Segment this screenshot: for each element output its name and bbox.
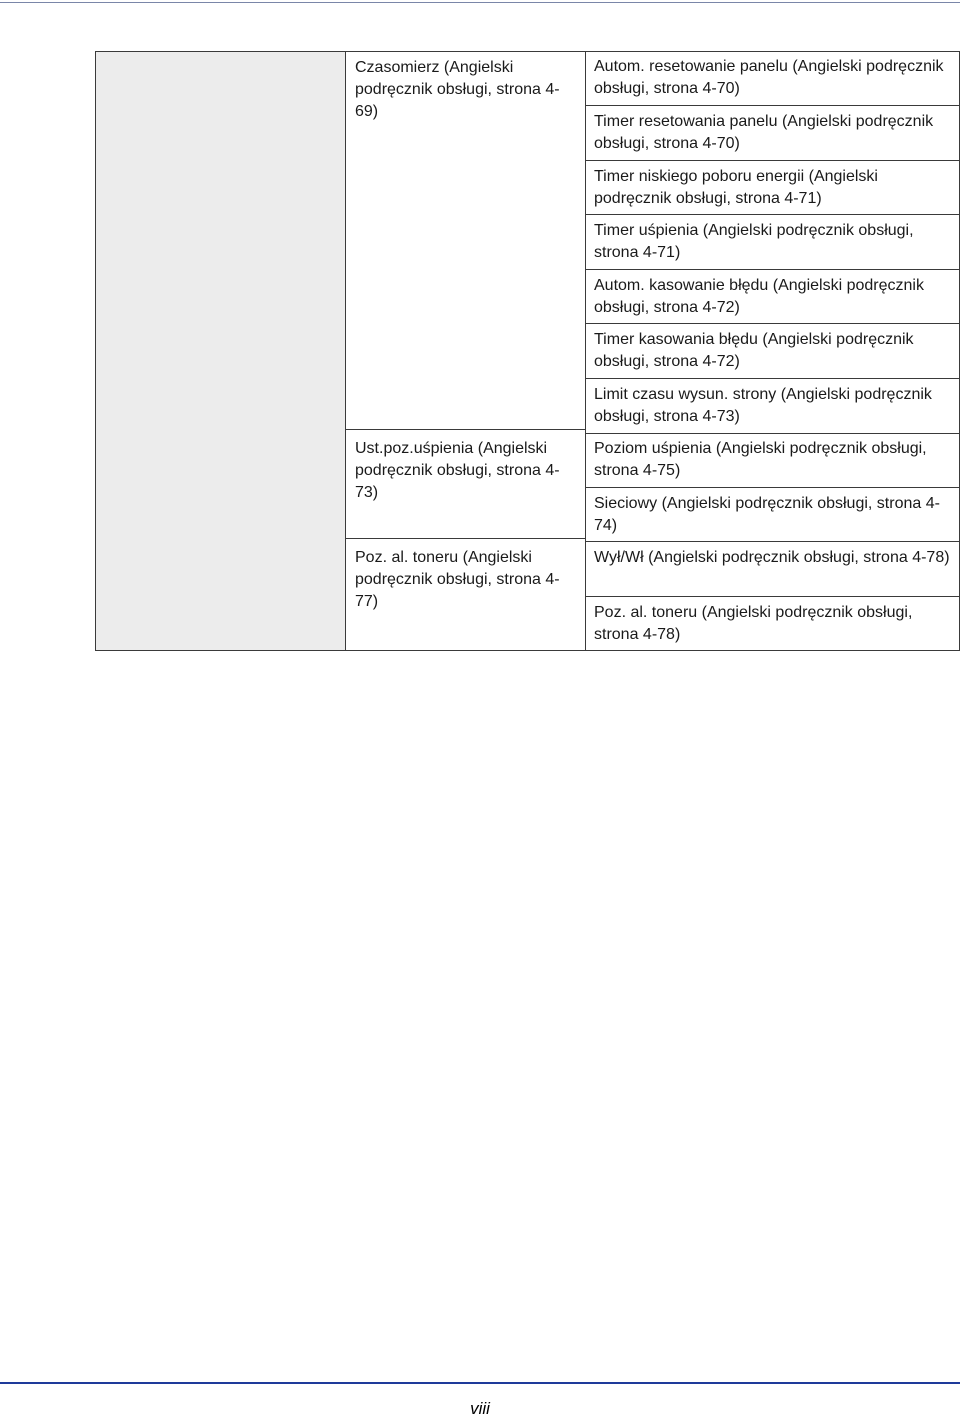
setting-row <box>586 488 959 542</box>
setting-label: Autom. kasowanie błędu (Angielski podręcznik obsługi, strona 4-72) <box>594 277 924 316</box>
submenu-item-sleep-level <box>346 438 586 504</box>
submenu-column <box>346 52 586 650</box>
setting-label: Timer kasowania błędu (Angielski podręcznik obsługi, strona 4-72) <box>594 331 914 370</box>
setting-column <box>586 52 959 650</box>
top-rule <box>0 2 960 3</box>
setting-label: Timer uśpienia (Angielski podręcznik obsługi, strona 4-71) <box>594 222 914 261</box>
submenu-item-label: Poz. al. toneru (Angielski podręcznik obsługi, strona 4-77) <box>355 549 560 610</box>
setting-label: Wył/Wł (Angielski podręcznik obsługi, strona 4-78) <box>594 549 950 566</box>
setting-row <box>586 215 959 270</box>
page-number: viii <box>470 1399 490 1418</box>
setting-row <box>586 597 959 650</box>
setting-label: Limit czasu wysun. strony (Angielski podręcznik obsługi, strona 4-73) <box>594 386 932 425</box>
setting-row <box>586 542 959 597</box>
submenu-divider <box>346 429 586 430</box>
setting-row <box>586 379 959 434</box>
settings-table <box>95 51 960 651</box>
setting-label: Poziom uśpienia (Angielski podręcznik obsługi, strona 4-75) <box>594 440 927 479</box>
setting-label: Poz. al. toneru (Angielski podręcznik obsługi, strona 4-78) <box>594 604 913 643</box>
submenu-item-timer <box>346 57 586 123</box>
footer-rule <box>0 1382 960 1384</box>
setting-label: Timer resetowania panelu (Angielski podręcznik obsługi, strona 4-70) <box>594 113 934 152</box>
submenu-item-label: Ust.poz.uśpienia (Angielski podręcznik obsługi, strona 4-73) <box>355 440 560 501</box>
shaded-category-column <box>96 52 346 650</box>
setting-row <box>586 324 959 379</box>
setting-row <box>586 106 959 161</box>
submenu-item-label: Czasomierz (Angielski podręcznik obsługi, strona 4-69) <box>355 59 560 120</box>
setting-label: Autom. resetowanie panelu (Angielski podręcznik obsługi, strona 4-70) <box>594 58 944 97</box>
submenu-item-toner-alert <box>346 547 586 613</box>
setting-row <box>586 52 959 106</box>
submenu-divider <box>346 538 586 539</box>
setting-label: Sieciowy (Angielski podręcznik obsługi, strona 4-74) <box>594 495 940 534</box>
setting-row <box>586 161 959 215</box>
setting-row <box>586 270 959 324</box>
setting-label: Timer niskiego poboru energii (Angielski podręcznik obsługi, strona 4-71) <box>594 168 878 207</box>
setting-row <box>586 434 959 488</box>
